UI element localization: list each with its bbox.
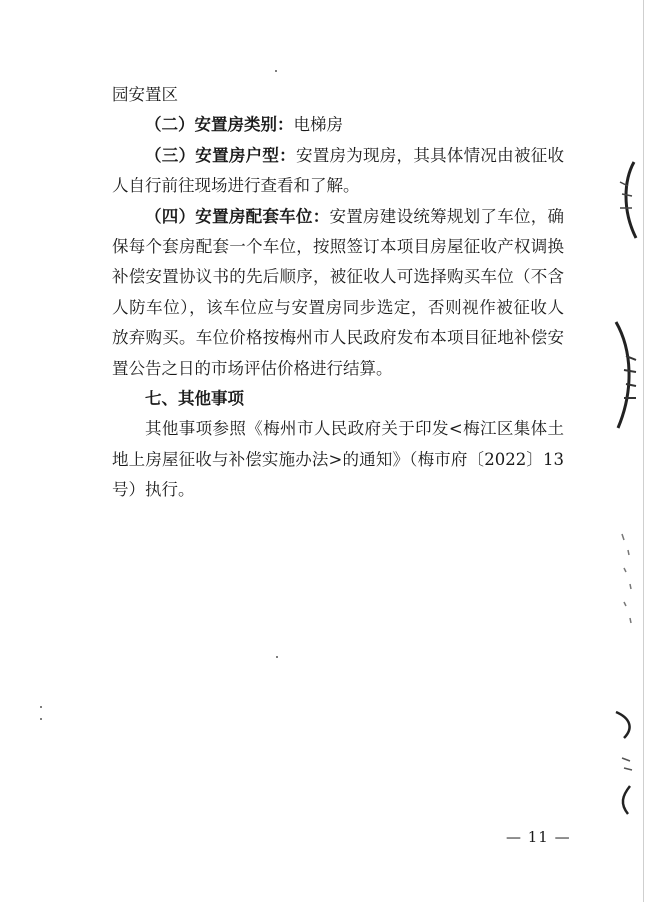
item-4-text: 安置房建设统筹规划了车位，确保每个套房配套一个车位，按照签订本项目房屋征收产权调换补偿安置协议书的先后顺序，被征收人可选择购买车位（不含人防车位），该车位应与安置房同步选定，否则视作被征收人放弃购买。车位价格按梅州市人民政府发布本项目征地补偿安置公告之日的市场评估价格进行结算。 [112, 206, 565, 378]
item-4-label: （四）安置房配套车位： [145, 206, 330, 226]
partial-seal-stamp-icon [612, 530, 642, 630]
scan-speck [275, 70, 277, 72]
item-2-paragraph [112, 110, 564, 140]
partial-seal-stamp-icon [612, 708, 642, 818]
partial-seal-stamp-icon [612, 320, 642, 430]
item-3-text: 安置房为现房，其具体情况由被征收人自行前往现场进行查看和了解。 [112, 145, 565, 196]
item-4-paragraph [112, 202, 564, 384]
item-2-label: （二）安置房类别： [145, 115, 294, 135]
line-continuation: 园安置区 [112, 85, 178, 104]
scan-speck [40, 718, 42, 720]
section-7-heading: 七、其他事项 [145, 389, 244, 409]
scan-speck [40, 706, 42, 708]
item-3-label: （三）安置房户型： [145, 145, 296, 165]
page-number: — 11 — [506, 828, 571, 846]
partial-seal-stamp-icon [612, 160, 642, 240]
section-7-body: 其他事项参照《梅州市人民政府关于印发<梅江区集体土地上房屋征收与补偿实施办法>的通知》（梅市府〔2022〕13号）执行。 [112, 419, 564, 500]
item-3-paragraph [112, 141, 564, 202]
document-body [112, 80, 564, 506]
page-edge-line [643, 0, 644, 902]
scan-speck [276, 656, 278, 658]
item-2-text: 电梯房 [293, 115, 343, 135]
